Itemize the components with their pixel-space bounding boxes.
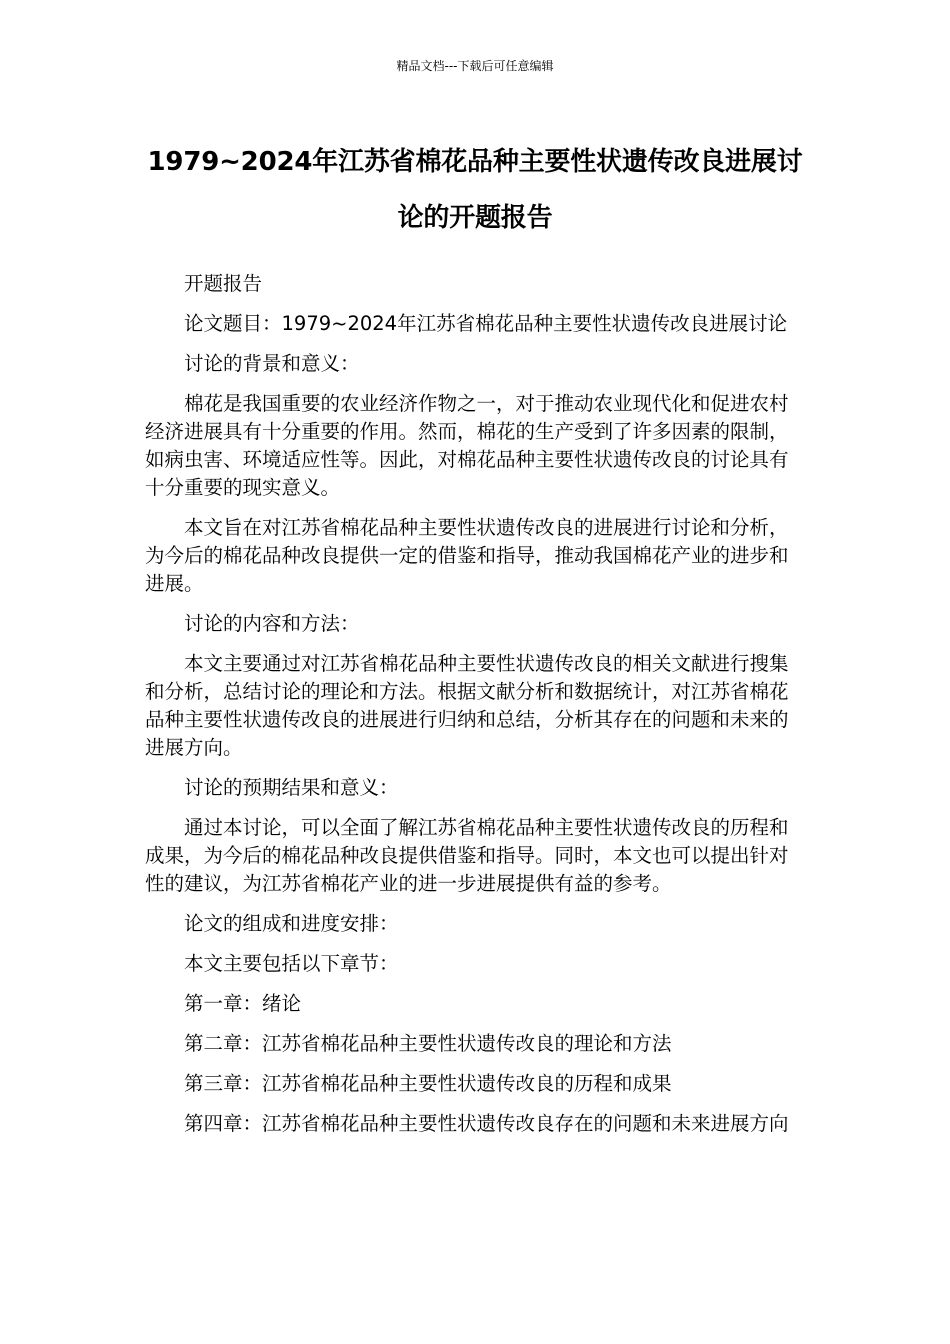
paragraph-content-methods: 本文主要通过对江苏省棉花品种主要性状遗传改良的相关文献进行搜集和分析，总结讨论的理论和方法。根据文献分析和数据统计，对江苏省棉花品种主要性状遗传改良的进展进行归纳和总结，分析其存在的问题和未来的进展方向。	[145, 652, 789, 759]
chapter-3: 第三章：江苏省棉花品种主要性状遗传改良的历程和成果	[184, 1072, 672, 1095]
heading-structure-schedule: 论文的组成和进度安排：	[184, 912, 399, 935]
document-body	[145, 270, 795, 1150]
document-title: 1979~2024年江苏省棉花品种主要性状遗传改良进展讨论的开题报告	[147, 147, 803, 233]
paragraph-section-label: 开题报告	[184, 272, 263, 295]
page-header-watermark: 精品文档---下载后可任意编辑	[396, 59, 554, 73]
chapter-1: 第一章：绪论	[184, 992, 302, 1015]
heading-expected-results: 讨论的预期结果和意义：	[184, 776, 399, 799]
chapter-2: 第二章：江苏省棉花品种主要性状遗传改良的理论和方法	[184, 1032, 672, 1055]
heading-content-methods: 讨论的内容和方法：	[184, 612, 360, 635]
paragraph-chapters-intro: 本文主要包括以下章节：	[184, 952, 399, 975]
paragraph-expected-results: 通过本讨论，可以全面了解江苏省棉花品种主要性状遗传改良的历程和成果，为今后的棉花品种改良提供借鉴和指导。同时，本文也可以提出针对性的建议，为江苏省棉花产业的进一步进展提供有益的参考。	[145, 816, 789, 895]
heading-background: 讨论的背景和意义：	[184, 352, 360, 375]
chapter-4: 第四章：江苏省棉花品种主要性状遗传改良存在的问题和未来进展方向	[184, 1112, 789, 1135]
paragraph-background-1: 棉花是我国重要的农业经济作物之一，对于推动农业现代化和促进农村经济进展具有十分重要的作用。然而，棉花的生产受到了许多因素的限制，如病虫害、环境适应性等。因此，对棉花品种主要性状遗传改良的讨论具有十分重要的现实意义。	[145, 392, 789, 499]
paragraph-background-2: 本文旨在对江苏省棉花品种主要性状遗传改良的进展进行讨论和分析，为今后的棉花品种改良提供一定的借鉴和指导，推动我国棉花产业的进步和进展。	[145, 516, 789, 595]
paragraph-thesis-topic: 论文题目：1979~2024年江苏省棉花品种主要性状遗传改良进展讨论	[184, 312, 788, 335]
